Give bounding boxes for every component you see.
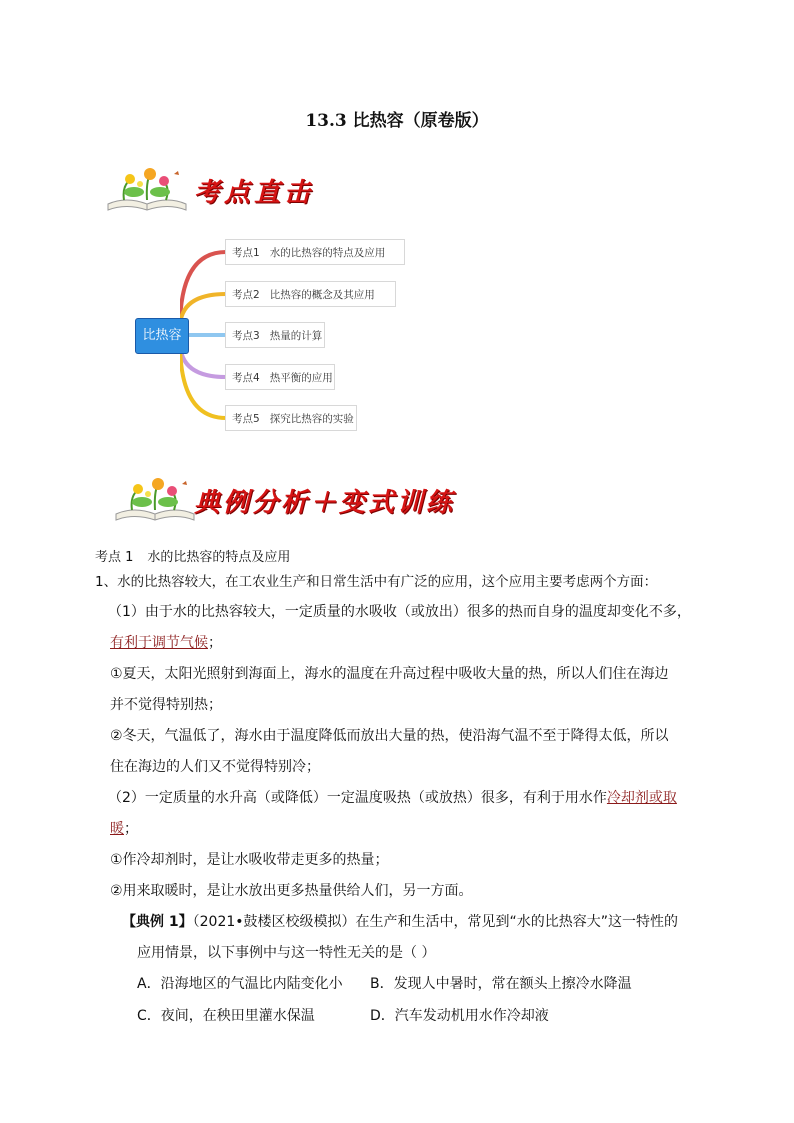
option-d: D．汽车发动机用水作冷却液 — [370, 1008, 549, 1024]
para-8: （2）一定质量的水升高（或降低）一定温度吸热（或放热）很多，有利于用水作冷却剂或取 — [108, 790, 677, 806]
mindmap-node-3: 考点3 热量的计算 — [225, 322, 325, 348]
para-3: 有利于调节气候； — [110, 635, 222, 651]
para-5: 并不觉得特别热； — [110, 697, 222, 713]
mindmap-node-1: 考点1 水的比热容的特点及应用 — [225, 239, 405, 265]
para-10: ①作冷却剂时，是让水吸收带走更多的热量； — [110, 852, 389, 868]
para-4: ①夏天，太阳光照射到海面上，海水的温度在升高过程中吸收大量的热，所以人们住在海边 — [110, 666, 669, 682]
para-11: ②用来取暖时，是让水放出更多热量供给人们，另一方面。 — [110, 883, 473, 899]
para-2: （1）由于水的比热容较大，一定质量的水吸收（或放出）很多的热而自身的温度却变化不多， — [108, 604, 691, 620]
page-title: 13.3 比热容（原卷版） — [305, 111, 489, 131]
para-6: ②冬天，气温低了，海水由于温度降低而放出大量的热，使沿海气温不至于降得太低，所以 — [110, 728, 669, 744]
example-stem-1: 【典例 1】（2021•鼓楼区校级模拟）在生产和生活中，常见到“水的比热容大”这一特性的 — [122, 914, 679, 930]
banner-kaodian-title: 考点直击 — [194, 178, 315, 208]
open-book-flowers-icon — [112, 476, 198, 524]
example-stem-2: 应用情景，以下事例中与这一特性无关的是（ ） — [137, 945, 436, 961]
banner-dianli-title: 典例分析＋变式训练 — [194, 488, 456, 518]
para-7: 住在海边的人们又不觉得特别冷； — [110, 759, 320, 775]
option-c: C．夜间，在秧田里灌水保温 — [137, 1008, 315, 1024]
mindmap-node-5: 考点5 探究比热容的实验 — [225, 405, 357, 431]
option-a: A．沿海地区的气温比内陆变化小 — [137, 976, 343, 992]
mindmap-node-2: 考点2 比热容的概念及其应用 — [225, 281, 396, 307]
option-b: B．发现人中暑时，常在额头上擦冷水降温 — [370, 976, 632, 992]
section-heading: 考点 1 水的比热容的特点及应用 — [95, 550, 291, 565]
para-1: 1、水的比热容较大，在工农业生产和日常生活中有广泛的应用，这个应用主要考虑两个方面： — [95, 574, 658, 590]
para-9: 暖； — [110, 821, 138, 837]
branch-1 — [180, 252, 226, 328]
mindmap-root: 比热容 — [135, 318, 189, 354]
mindmap-node-4: 考点4 热平衡的应用 — [225, 364, 335, 390]
open-book-flowers-icon — [104, 166, 190, 214]
